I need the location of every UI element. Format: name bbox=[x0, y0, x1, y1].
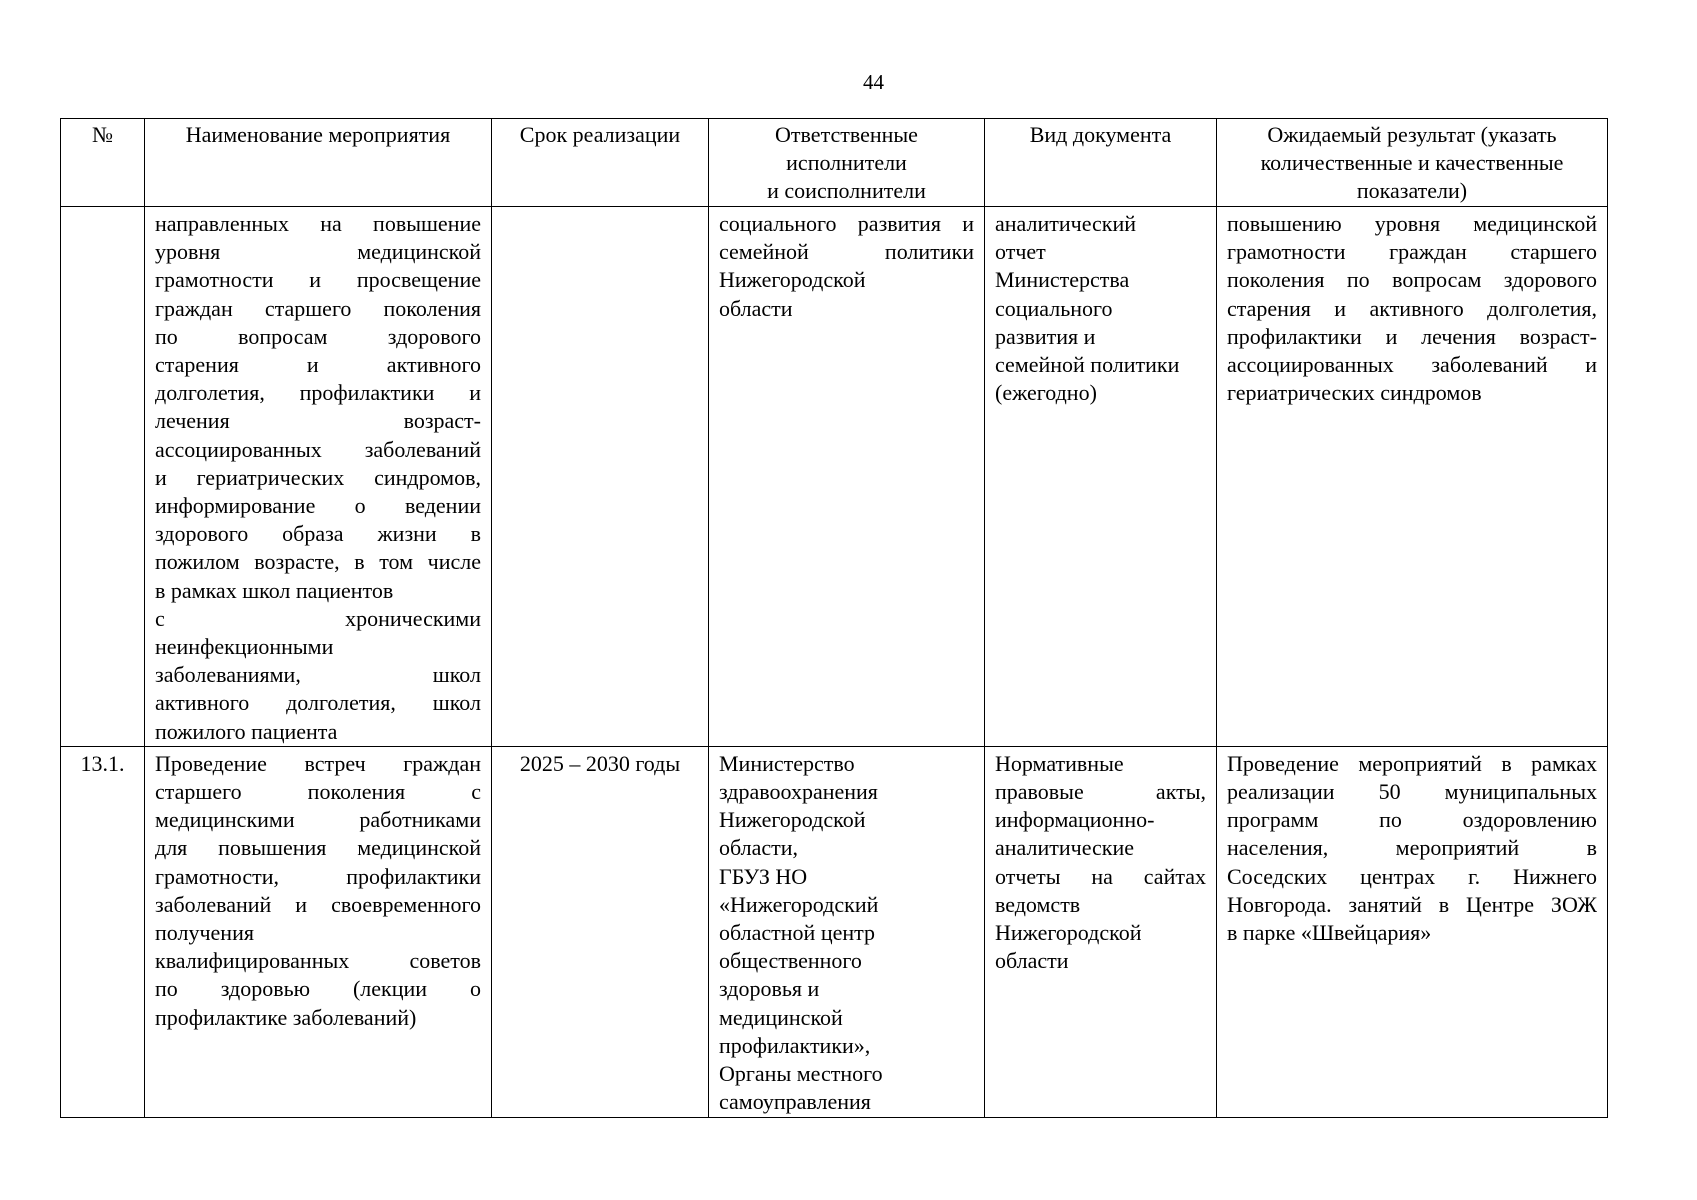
text-line: гериатрических синдромов bbox=[1227, 380, 1482, 406]
text-line: области bbox=[995, 948, 1069, 974]
row-term bbox=[492, 207, 709, 747]
text-line: профилактики», bbox=[719, 1032, 871, 1058]
text-line: граждан старшего поколения bbox=[155, 295, 481, 321]
text-line: пожилом возрасте, в том числе bbox=[155, 549, 481, 575]
text-line: отчеты на сайтах bbox=[995, 863, 1206, 889]
header-responsible bbox=[709, 119, 985, 207]
text-line: общественного bbox=[719, 948, 862, 974]
events-table bbox=[60, 118, 1608, 1118]
text-line: социального bbox=[995, 295, 1113, 321]
text-line: областной центр bbox=[719, 920, 876, 946]
text-line: профилактики и лечения возраст- bbox=[1227, 323, 1597, 349]
text-line: информирование о ведении bbox=[155, 493, 481, 519]
text-line: «Нижегородский bbox=[719, 891, 879, 917]
table-row bbox=[61, 207, 1608, 747]
text-line: в рамках школ пациентов bbox=[155, 577, 394, 603]
text-line: заболеваний и своевременного bbox=[155, 891, 481, 917]
row-event-name bbox=[145, 746, 492, 1117]
text-line: ведомств bbox=[995, 891, 1081, 917]
row-term: 2025 – 2030 годы bbox=[492, 746, 709, 1117]
text-line: профилактике заболеваний) bbox=[155, 1004, 417, 1030]
text-line: повышению уровня медицинской bbox=[1227, 211, 1597, 236]
text-line: получения bbox=[155, 920, 254, 946]
row-number bbox=[61, 207, 145, 747]
text-line: Министерство bbox=[719, 750, 855, 776]
text-line: грамотности граждан старшего bbox=[1227, 239, 1597, 265]
text-line: реализации 50 муниципальных bbox=[1227, 779, 1597, 805]
table-row bbox=[61, 746, 1608, 1117]
text-line: квалифицированных советов bbox=[155, 948, 481, 974]
text-line: ассоциированных заболеваний и bbox=[1227, 352, 1597, 378]
text-line: и гериатрических синдромов, bbox=[155, 464, 481, 490]
text-line: здравоохранения bbox=[719, 779, 878, 805]
header-result-line: показатели) bbox=[1356, 178, 1468, 204]
text-line: Нижегородской bbox=[719, 807, 866, 833]
text-line: по вопросам здорового bbox=[155, 323, 481, 349]
text-line: медицинской bbox=[719, 1004, 843, 1030]
header-responsible-line: Ответственные bbox=[775, 122, 918, 147]
header-term: Срок реализации bbox=[492, 119, 709, 207]
page-number: 44 bbox=[863, 70, 884, 94]
text-line: ГБУЗ НО bbox=[719, 863, 808, 889]
text-line: (ежегодно) bbox=[995, 380, 1097, 406]
row-expected-result bbox=[1217, 207, 1608, 747]
row-doc-type bbox=[985, 207, 1217, 747]
header-responsible-line: исполнители bbox=[786, 150, 907, 176]
text-line: Нижегородской bbox=[719, 267, 866, 293]
text-line: с хроническими bbox=[155, 605, 481, 631]
header-expected-result bbox=[1217, 119, 1608, 207]
text-line: Проведение мероприятий в рамках bbox=[1227, 750, 1597, 776]
text-line: населения, мероприятий в bbox=[1227, 835, 1597, 861]
text-line: семейной политики bbox=[719, 239, 974, 265]
text-line: Министерства bbox=[995, 267, 1130, 293]
text-line: отчет bbox=[995, 239, 1046, 265]
text-line: аналитические bbox=[995, 835, 1135, 861]
table-header bbox=[61, 119, 1608, 207]
text-line: старения и активного долголетия, bbox=[1227, 295, 1597, 321]
text-line: социального развития и bbox=[719, 211, 974, 236]
header-doc-type: Вид документа bbox=[985, 119, 1217, 207]
text-line: программ по оздоровлению bbox=[1227, 807, 1597, 833]
text-line: здоровья и bbox=[719, 976, 820, 1002]
text-line: самоуправления bbox=[719, 1089, 871, 1115]
text-line: правовые акты, bbox=[995, 779, 1206, 805]
text-line: пожилого пациента bbox=[155, 718, 338, 744]
text-line: уровня медицинской bbox=[155, 239, 481, 265]
text-line: развития и bbox=[995, 323, 1096, 349]
text-line: долголетия, профилактики и bbox=[155, 380, 481, 406]
row-event-name bbox=[145, 207, 492, 747]
text-line: Соседских центрах г. Нижнего bbox=[1227, 863, 1597, 889]
text-line: в парке «Швейцария» bbox=[1227, 920, 1432, 946]
text-line: ассоциированных заболеваний bbox=[155, 436, 481, 462]
text-line: старения и активного bbox=[155, 352, 481, 378]
text-line: аналитический bbox=[995, 211, 1137, 236]
row-number: 13.1. bbox=[61, 746, 145, 1117]
text-line: грамотности и просвещение bbox=[155, 267, 481, 293]
text-line: Новгорода. занятий в Центре ЗОЖ bbox=[1227, 891, 1597, 917]
header-result-line: количественные и качественные bbox=[1260, 150, 1564, 176]
text-line: Проведение встреч граждан bbox=[155, 750, 481, 776]
row-responsible bbox=[709, 207, 985, 747]
text-line: Нижегородской bbox=[995, 920, 1142, 946]
text-line: старшего поколения с bbox=[155, 779, 481, 805]
text-line: по здоровью (лекции о bbox=[155, 976, 481, 1002]
header-responsible-line: и соисполнители bbox=[767, 178, 926, 204]
header-result-line: Ожидаемый результат (указать bbox=[1267, 122, 1557, 147]
row-expected-result bbox=[1217, 746, 1608, 1117]
text-line: поколения по вопросам здорового bbox=[1227, 267, 1597, 293]
text-line: направленных на повышение bbox=[155, 211, 481, 236]
text-line: заболеваниями, школ bbox=[155, 662, 481, 688]
text-line: Нормативные bbox=[995, 750, 1124, 776]
text-line: области, bbox=[719, 835, 799, 861]
text-line: области bbox=[719, 295, 793, 321]
text-line: для повышения медицинской bbox=[155, 835, 481, 861]
row-doc-type bbox=[985, 746, 1217, 1117]
text-line: здорового образа жизни в bbox=[155, 521, 481, 547]
text-line: грамотности, профилактики bbox=[155, 863, 481, 889]
text-line: активного долголетия, школ bbox=[155, 690, 481, 716]
text-line: информационно- bbox=[995, 807, 1155, 833]
header-number: № bbox=[61, 119, 145, 207]
text-line: лечения возраст- bbox=[155, 408, 481, 434]
header-event-name: Наименование мероприятия bbox=[145, 119, 492, 207]
text-line: медицинскими работниками bbox=[155, 807, 481, 833]
row-responsible bbox=[709, 746, 985, 1117]
text-line: семейной политики bbox=[995, 352, 1180, 378]
text-line: неинфекционными bbox=[155, 634, 334, 660]
text-line: Органы местного bbox=[719, 1061, 883, 1087]
